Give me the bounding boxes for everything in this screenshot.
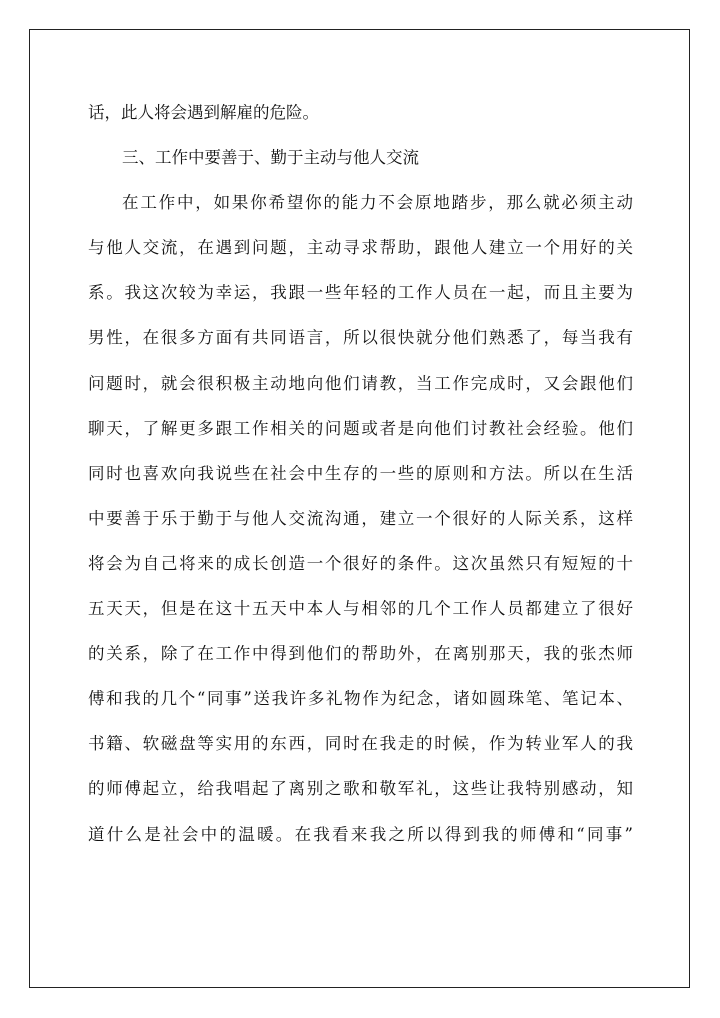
- paragraph-line: 男性，在很多方面有共同语言，所以很快就分他们熟悉了，每当我有: [88, 328, 633, 348]
- paragraph-line: 问题时，就会很积极主动地向他们请教，当工作完成时，又会跟他们: [88, 373, 633, 393]
- paragraph-line: 的关系，除了在工作中得到他们的帮助外，在离别那天，我的张杰师: [88, 644, 633, 664]
- paragraph-line: 的师傅起立，给我唱起了离别之歌和敬军礼，这些让我特别感动，知: [88, 779, 633, 799]
- paragraph-line: 书籍、软磁盘等实用的东西，同时在我走的时候，作为转业军人的我: [88, 734, 633, 754]
- paragraph-line: 中要善于乐于勤于与他人交流沟通，建立一个很好的人际关系，这样: [88, 508, 633, 528]
- paragraph-line: 傅和我的几个“同事”送我许多礼物作为纪念，诸如圆珠笔、笔记本、: [88, 689, 633, 709]
- paragraph-line: 话，此人将会遇到解雇的危险。: [88, 103, 319, 122]
- paragraph-line: 系。我这次较为幸运，我跟一些年轻的工作人员在一起，而且主要为: [88, 283, 633, 303]
- paragraph-line: 五天天，但是在这十五天中本人与相邻的几个工作人员都建立了很好: [88, 599, 633, 619]
- paragraph-line: 同时也喜欢向我说些在社会中生存的一些的原则和方法。所以在生活: [88, 463, 633, 483]
- paragraph-line: 与他人交流，在遇到问题，主动寻求帮助，跟他人建立一个用好的关: [88, 238, 633, 258]
- document-body: [88, 90, 633, 857]
- paragraph-line: 在工作中，如果你希望你的能力不会原地踏步，那么就必须主动: [122, 193, 633, 213]
- paragraph-line: 聊天，了解更多跟工作相关的问题或者是向他们讨教社会经验。他们: [88, 418, 633, 438]
- paragraph-line: 道什么是社会中的温暖。在我看来我之所以得到我的师傅和“同事”: [88, 824, 633, 844]
- paragraph-line: 将会为自己将来的成长创造一个很好的条件。这次虽然只有短短的十: [88, 553, 633, 573]
- section-heading: 三、工作中要善于、勤于主动与他人交流: [122, 148, 419, 168]
